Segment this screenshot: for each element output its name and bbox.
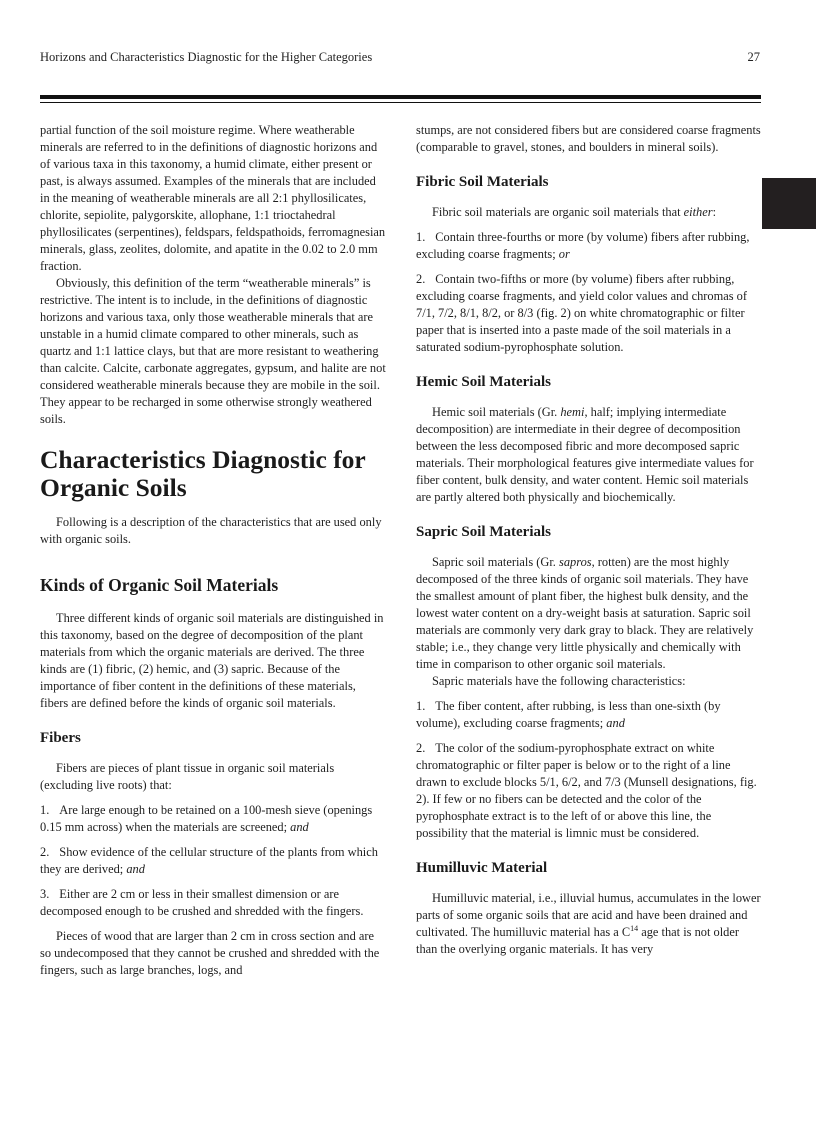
- humilluvic-paragraph: Humilluvic material, i.e., illuvial humus, accumulates in the lower parts of some organic soils that are acid and have been drained and cultivated. The humilluvic material has a $C^{14}$ age that is not older than the overlying organic materials. It has very: [416, 891, 761, 956]
- fibric-list-item: 2. Contain two-fifths or more (by volume) fibers after rubbing, excluding coarse fragments, and yield color values and chromas of 7/1, 7/2, 8/1, 8/2, or 8/3 (fig. 2) on white chromatographic or filter paper that is inserted into a paste made of the soil materials in a saturated sodium-pyrophosphate solution.: [416, 272, 747, 354]
- continued-paragraph: stumps, are not considered fibers but are considered coarse fragments (comparable to gravel, stones, and boulders in mineral soils).: [416, 123, 761, 154]
- fibers-list-item: 1. Are large enough to be retained on a 100-mesh sieve (openings 0.15 mm across) when the materials are screened; and: [40, 803, 373, 834]
- fibric-intro: Fibric soil materials are organic soil materials that either:: [432, 205, 717, 219]
- sapric-paragraph: Sapric soil materials (Gr. sapros, rotten) are the most highly decomposed of the three kinds of organic soil materials. They have the smallest amount of plant fiber, the highest bulk density, and the lowest water content on a dry-weight basis at saturation. Sapric soil materials are commonly very dark gray to black. They are relatively stable; i.e., they change very little physically and chemically with time in comparison to other organic soil materials.: [416, 555, 754, 671]
- page-number: 27: [747, 50, 760, 64]
- kinds-paragraph: Three different kinds of organic soil materials are distinguished in this taxonomy, based on the degree of decomposition of the plant materials from which the organic materials are derived. The three kinds are (1) fibric, (2) hemic, and (3) sapric. Because of the importance of fiber content in the definitions of these materials, fibers are defined before the kinds of organic soil materials.: [40, 611, 384, 710]
- fibric-list-item: 1. Contain three-fourths or more (by volume) fibers after rubbing, excluding coarse fragments; or: [416, 230, 750, 261]
- sapric-list-item: 2. The color of the sodium-pyrophosphate extract on white chromatographic or filter paper is below or to the right of a line drawn to exclude blocks 5/1, 6/2, and 7/3 (Munsell designations, fig. 2). If few or no fibers can be detected and the color of the pyrophosphate extract is to the left of or above this line, the possibility that the material is limnic must be considered.: [416, 741, 757, 840]
- subheading-sapric: Sapric Soil Materials: [416, 524, 551, 540]
- section-heading-kinds: Kinds of Organic Soil Materials: [40, 575, 279, 595]
- fibers-list-item: 2. Show evidence of the cellular structure of the plants from which they are derived; and: [40, 845, 378, 876]
- wood-paragraph: Pieces of wood that are larger than 2 cm in cross section and are so undecomposed that they cannot be crushed and shredded with the fingers, such as large branches, logs, and: [40, 929, 380, 977]
- sapric-list-item: 1. The fiber content, after rubbing, is less than one-sixth (by volume), excluding coarse fragments; and: [416, 699, 721, 730]
- subheading-fibers: Fibers: [40, 730, 81, 746]
- chapter-thumb-tab: [762, 178, 816, 229]
- subheading-fibric: Fibric Soil Materials: [416, 174, 549, 190]
- subheading-hemic: Hemic Soil Materials: [416, 374, 551, 390]
- header-rule-thick: [40, 95, 761, 99]
- sapric-characteristics-intro: Sapric materials have the following characteristics:: [432, 674, 686, 688]
- fibers-intro: Fibers are pieces of plant tissue in organic soil materials (excluding live roots) that:: [40, 761, 335, 792]
- right-column: [416, 122, 762, 958]
- subheading-humilluvic: Humilluvic Material: [416, 860, 548, 876]
- weatherable-paragraph-2: Obviously, this definition of the term “weatherable minerals” is restrictive. The intent is to include, in the definitions of diagnostic horizons and various taxa, only those weatherable minerals that are unstable in a humid climate compared to other minerals, such as quartz and 1:1 lattice clays, but that are more resistant to weathering than calcite. Calcite, carbonate aggregates, gypsum, and halite are not considered weatherable minerals because they are mobile in the soil. They appear to be recharged in some otherwise strongly weathered soils.: [40, 276, 386, 426]
- chapter-title: Characteristics Diagnostic for Organic Soils: [40, 445, 366, 502]
- chapter-intro: Following is a description of the characteristics that are used only with organic soils.: [40, 515, 382, 546]
- fibers-list-item: 3. Either are 2 cm or less in their smallest dimension or are decomposed enough to be crushed and shredded with the fingers.: [40, 887, 364, 918]
- left-column: [40, 122, 386, 979]
- weatherable-paragraph-1: partial function of the soil moisture regime. Where weatherable minerals are referred to in the definitions of diagnostic horizons and of various taxa in this taxonomy, a humid climate, either present or past, is always assumed. Examples of the minerals that are included in the meaning of weatherable minerals are all 2:1 phyllosilicates, chlorite, sepiolite, palygorskite, allophane, 1:1 trioctahedral phyllosilicates (serpentines), feldspars, feldspathoids, ferromagnesian minerals, glass, zeolites, dolomite, and apatite in the 0.02 to 2.0 mm fraction.: [40, 123, 386, 273]
- header-rule-thin: [40, 102, 761, 103]
- running-header-title: Horizons and Characteristics Diagnostic for the Higher Categories: [40, 50, 373, 64]
- hemic-paragraph: Hemic soil materials (Gr. hemi, half; implying intermediate decomposition) are intermediate in their degree of decomposition between the less decomposed fibric and more decomposed sapric materials. Their morphological features give intermediate values for fiber content, bulk density, and water content. Hemic soil materials are partly altered both physically and biochemically.: [416, 405, 754, 504]
